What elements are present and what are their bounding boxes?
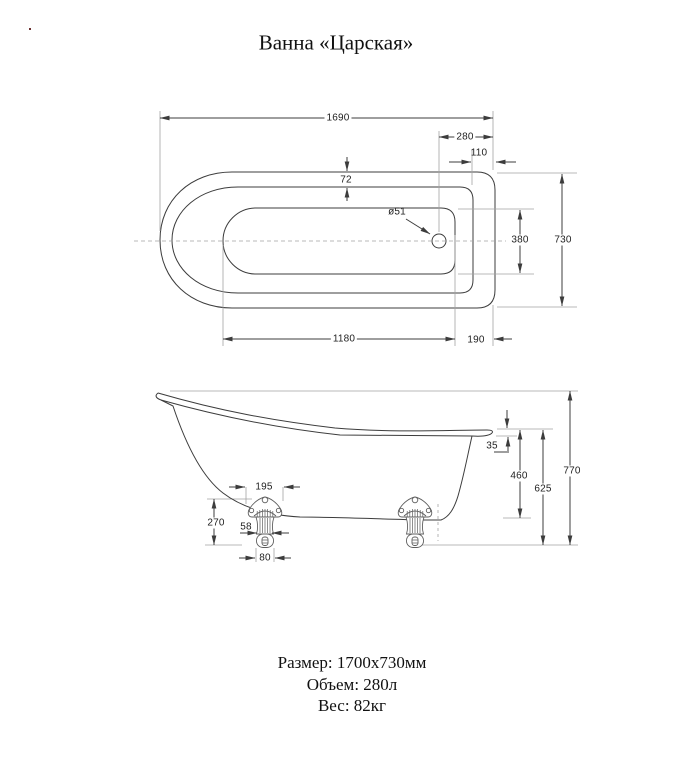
dim-rim-thickness: 35 <box>486 440 498 452</box>
claw-foot-rear <box>398 497 431 548</box>
dim-foot-offset: 195 <box>255 481 273 493</box>
dim-overall-width: 730 <box>554 234 572 246</box>
dim-ankle-width: 58 <box>240 521 252 533</box>
dim-drain-from-right: 280 <box>456 131 474 143</box>
dim-overall-height: 770 <box>563 465 581 477</box>
spec-volume: Объем: 280л <box>306 674 398 694</box>
tub-side-rim-top <box>158 393 492 433</box>
tub-inner-rim-outline <box>172 187 473 293</box>
stray-dot <box>29 28 31 30</box>
top-view-drawing <box>160 172 495 308</box>
dim-foot-clearance: 270 <box>207 517 225 529</box>
dim-basin-to-edge: 190 <box>467 334 485 346</box>
top-view-dimension-lines <box>160 118 562 339</box>
dim-foot-base-width: 80 <box>259 552 271 564</box>
claw-foot-front <box>248 497 281 548</box>
dim-overall-length: 1690 <box>326 112 350 124</box>
tub-outer-outline <box>160 172 495 308</box>
dim-rim-inset-top: 72 <box>340 174 352 186</box>
spec-size: Размер: 1700х730мм <box>277 653 427 672</box>
specs-block <box>278 652 427 717</box>
dim-rim-to-bottom: 460 <box>510 470 528 482</box>
drawing-title: Ванна «Царская» <box>258 30 414 55</box>
top-view-extension-lines <box>134 111 577 346</box>
dim-rim-inset-right: 110 <box>470 147 488 159</box>
dim-drain-diameter: ø51 <box>388 206 406 218</box>
dim-rim-height: 625 <box>534 483 552 495</box>
dim-basin-width: 380 <box>511 234 529 246</box>
spec-weight: Вес: 82кг <box>317 696 387 715</box>
dim-basin-length: 1180 <box>332 333 356 345</box>
side-view-drawing <box>156 393 492 520</box>
